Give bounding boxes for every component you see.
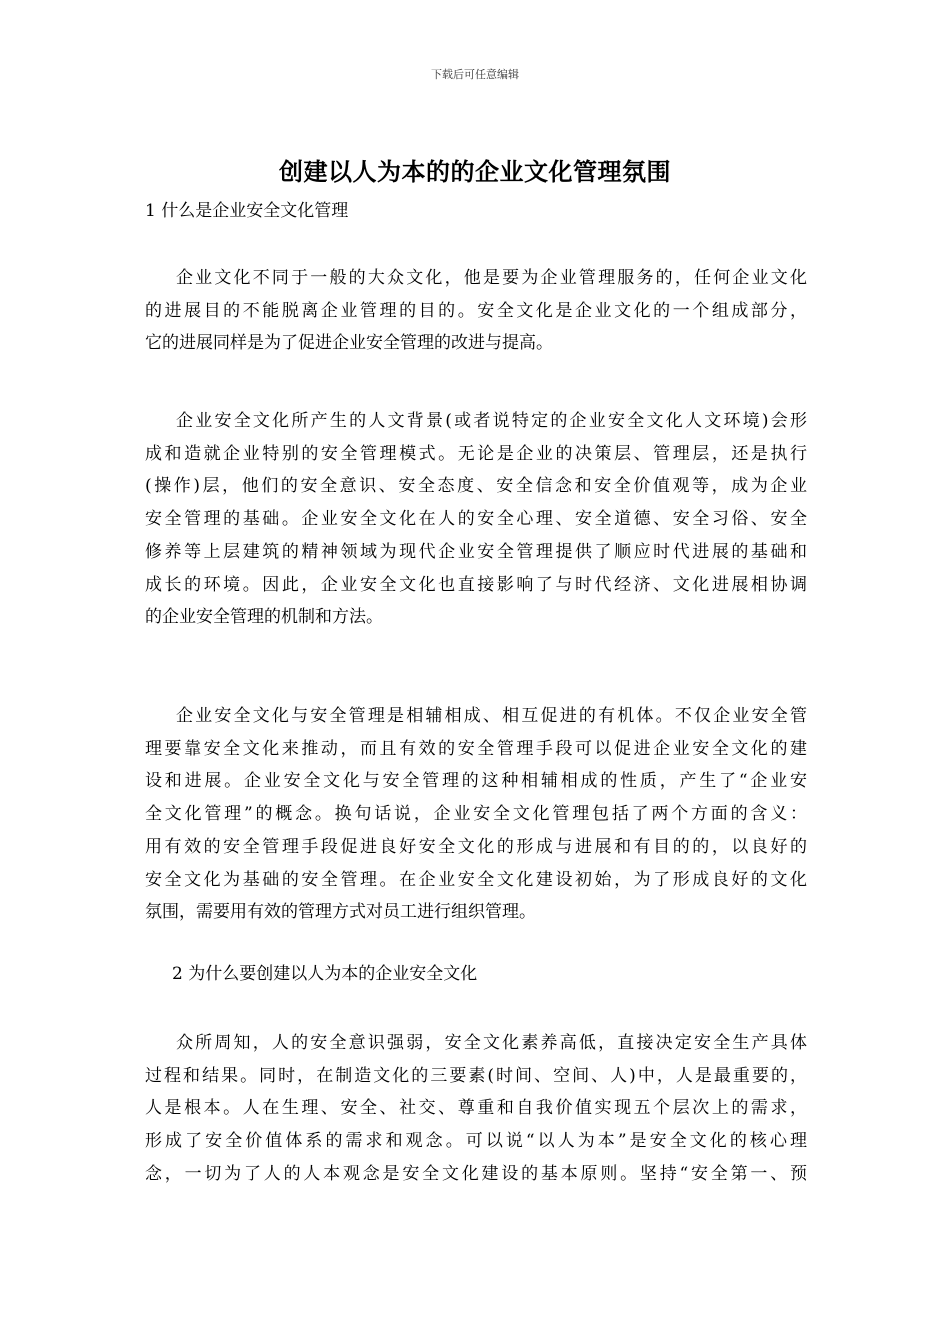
paragraph-line: 过程和结果。同时，在制造文化的三要素(时间、空间、人)中，人是最重要的， <box>145 1065 807 1086</box>
paragraph-line: 的企业安全管理的机制和方法。 <box>145 607 383 628</box>
paragraph-line: 成和造就企业特别的安全管理模式。无论是企业的决策层、管理层，还是执行 <box>145 443 807 464</box>
paragraph-1-1 <box>145 262 807 360</box>
paragraph-line: 全文化管理”的概念。换句话说，企业安全文化管理包括了两个方面的含义： <box>145 804 807 825</box>
paragraph-line: 企业安全文化与安全管理是相辅相成、相互促进的有机体。不仅企业安全管 <box>176 706 807 726</box>
paragraph-1-2 <box>145 405 807 634</box>
paragraph-line: 安全文化为基础的安全管理。在企业安全文化建设初始，为了形成良好的文化 <box>145 869 807 890</box>
paragraph-line: 形成了安全价值体系的需求和观念。可以说“以人为本”是安全文化的核心理 <box>145 1131 807 1152</box>
paragraph-line: 理要靠安全文化来推动，而且有效的安全管理手段可以促进企业安全文化的建 <box>145 738 807 759</box>
paragraph-line: 安全管理的基础。企业安全文化在人的安全心理、安全道德、安全习俗、安全 <box>145 509 807 530</box>
paragraph-2-1 <box>145 1027 807 1191</box>
paragraph-line: 用有效的安全管理手段促进良好安全文化的形成与进展和有目的的，以良好的 <box>145 836 807 857</box>
paragraph-line: 它的进展同样是为了促进企业安全管理的改进与提高。 <box>145 333 553 354</box>
page-header: 下载后可任意编辑 <box>431 68 519 81</box>
paragraph-line: 念，一切为了人的人本观念是安全文化建设的基本原则。坚持“安全第一、预 <box>145 1163 807 1184</box>
paragraph-line: 设和进展。企业安全文化与安全管理的这种相辅相成的性质，产生了“企业安 <box>145 771 807 792</box>
section-heading-1: 1 什么是企业安全文化管理 <box>145 201 349 221</box>
paragraph-line: (操作)层，他们的安全意识、安全态度、安全信念和安全价值观等，成为企业 <box>145 476 807 497</box>
paragraph-line: 修养等上层建筑的精神领域为现代企业安全管理提供了顺应时代进展的基础和 <box>145 541 807 562</box>
section-heading-2: 2 为什么要创建以人为本的企业安全文化 <box>172 964 478 984</box>
paragraph-line: 众所周知，人的安全意识强弱，安全文化素养高低，直接决定安全生产具体 <box>176 1033 807 1053</box>
paragraph-line: 成长的环境。因此，企业安全文化也直接影响了与时代经济、文化进展相协调 <box>145 574 807 595</box>
paragraph-line: 的进展目的不能脱离企业管理的目的。安全文化是企业文化的一个组成部分， <box>145 300 807 321</box>
paragraph-1-3 <box>145 700 807 929</box>
document-title: 创建以人为本的的企业文化管理氛围 <box>279 157 671 186</box>
paragraph-line: 氛围，需要用有效的管理方式对员工进行组织管理。 <box>145 902 536 923</box>
paragraph-line: 企业文化不同于一般的大众文化，他是要为企业管理服务的，任何企业文化 <box>176 268 807 288</box>
paragraph-line: 企业安全文化所产生的人文背景(或者说特定的企业安全文化人文环境)会形 <box>176 411 807 431</box>
paragraph-line: 人是根本。人在生理、安全、社交、尊重和自我价值实现五个层次上的需求， <box>145 1098 807 1119</box>
